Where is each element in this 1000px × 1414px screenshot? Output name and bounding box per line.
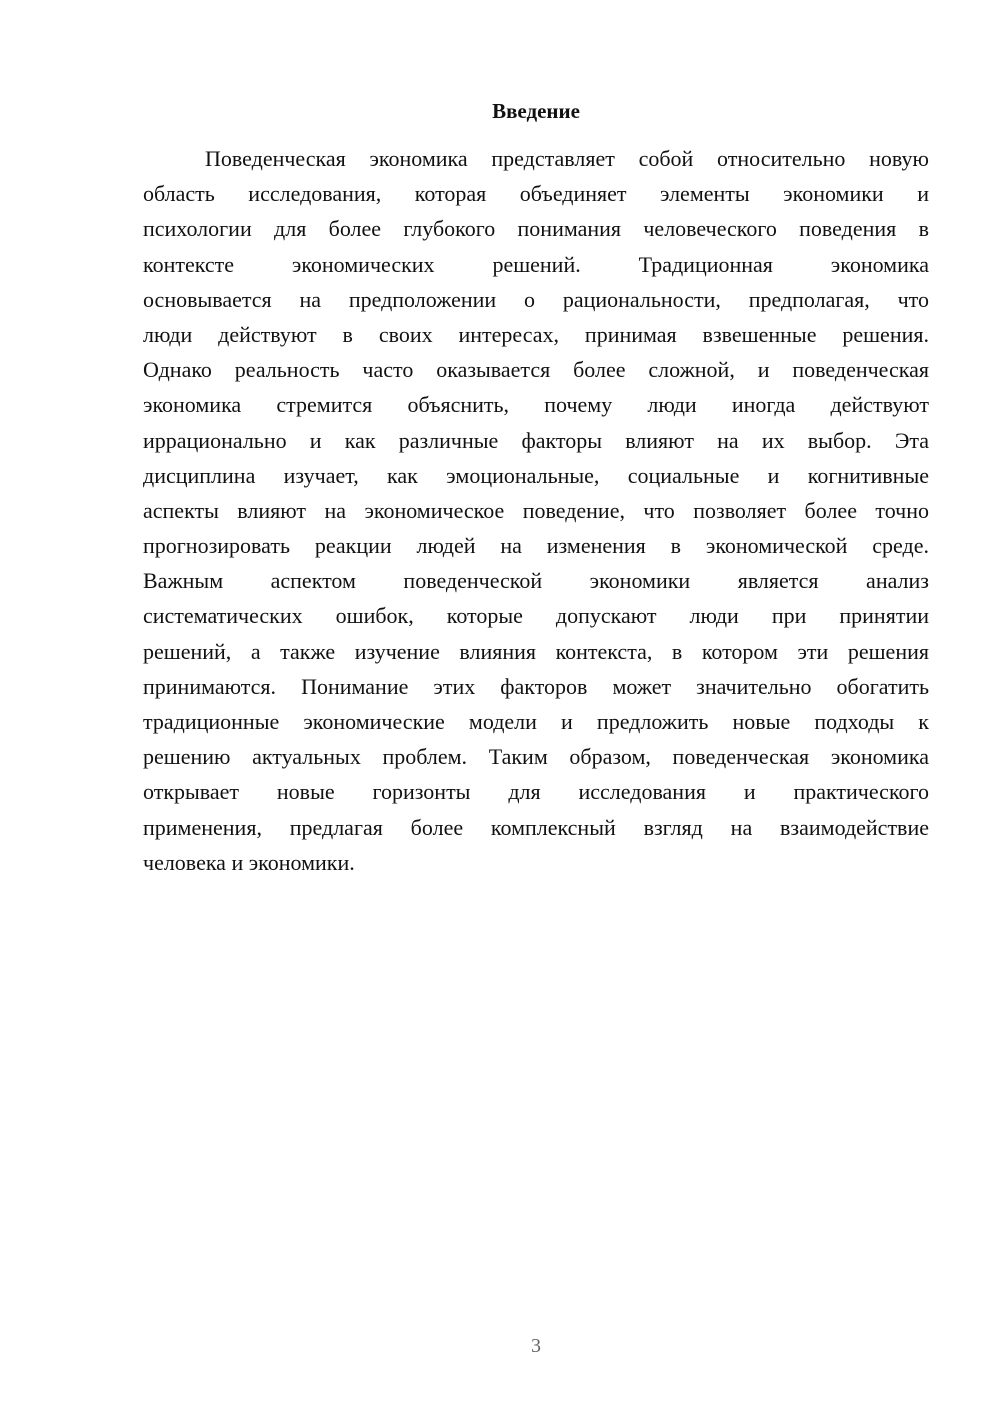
paragraph-line: применения, предлагая более комплексный взгляд на взаимодействие	[143, 814, 929, 840]
paragraph-line: основывается на предположении о рациональности, предполагая, что	[143, 286, 929, 312]
section-heading: Введение	[492, 99, 580, 123]
paragraph-line: аспекты влияют на экономическое поведение, что позволяет более точно	[143, 497, 929, 523]
page-number: 3	[531, 1335, 541, 1357]
paragraph-line: решению актуальных проблем. Таким образом, поведенческая экономика	[143, 744, 929, 770]
paragraph-line: экономика стремится объяснить, почему люди иногда действуют	[143, 392, 929, 418]
paragraph-line: психологии для более глубокого понимания человеческого поведения в	[143, 216, 929, 242]
paragraph-line: человека и экономики.	[143, 849, 355, 875]
paragraph-line: систематических ошибок, которые допускают люди при принятии	[143, 603, 929, 629]
paragraph-line: Поведенческая экономика представляет собой относительно новую	[205, 146, 929, 171]
paragraph-line: иррационально и как различные факторы влияют на их выбор. Эта	[143, 427, 929, 453]
paragraph-line: дисциплина изучает, как эмоциональные, социальные и когнитивные	[143, 462, 929, 488]
paragraph-line: Важным аспектом поведенческой экономики является анализ	[143, 568, 929, 594]
paragraph-line: открывает новые горизонты для исследования и практического	[143, 779, 929, 805]
paragraph-line: традиционные экономические модели и предложить новые подходы к	[143, 709, 929, 734]
paragraph-line: Однако реальность часто оказывается более сложной, и поведенческая	[143, 357, 929, 383]
paragraph-line: прогнозировать реакции людей на изменения в экономической среде.	[143, 533, 929, 559]
introduction-paragraph	[143, 141, 929, 880]
paragraph-line: контексте экономических решений. Традиционная экономика	[143, 251, 929, 277]
paragraph-line: область исследования, которая объединяет элементы экономики и	[143, 181, 929, 207]
paragraph-line: принимаются. Понимание этих факторов может значительно обогатить	[143, 673, 929, 699]
paragraph-line: люди действуют в своих интересах, принимая взвешенные решения.	[143, 321, 929, 347]
paragraph-line: решений, а также изучение влияния контекста, в котором эти решения	[143, 638, 929, 664]
